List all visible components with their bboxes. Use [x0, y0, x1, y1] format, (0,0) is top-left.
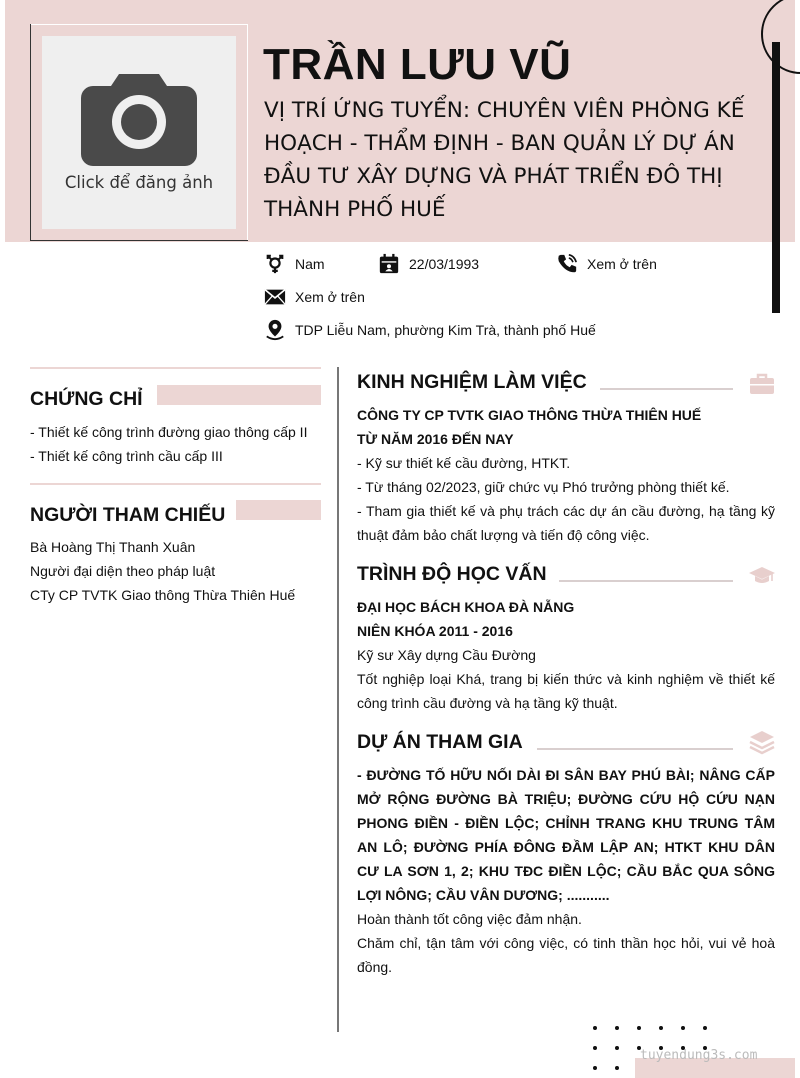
references-title: NGƯỜI THAM CHIẾU [30, 504, 226, 526]
education-line: Tốt nghiệp loại Khá, trang bị kiến thức và kinh nghiệm về thiết kế công trình cầu đường và hạ tầng kỹ thuật. [357, 671, 775, 711]
certificates-rule [30, 367, 321, 369]
experience-title-line [600, 388, 733, 390]
experience-period: TỪ NĂM 2016 ĐẾN NAY [357, 431, 514, 447]
position-line: HOẠCH - THẨM ĐỊNH - BAN QUẢN LÝ DỰ ÁN [264, 131, 735, 156]
position-line: THÀNH PHỐ HUẾ [264, 197, 446, 222]
phone-info [556, 253, 657, 275]
certificates-title: CHỨNG CHỈ [30, 388, 143, 410]
education-title: TRÌNH ĐỘ HỌC VẤN [357, 563, 547, 585]
photo-upload[interactable] [42, 36, 236, 229]
envelope-icon [264, 286, 286, 308]
camera-icon [81, 66, 197, 166]
experience-body [357, 403, 775, 547]
list-item: CTy CP TVTK Giao thông Thừa Thiên Huế [30, 587, 296, 603]
references-title-bar [236, 500, 321, 520]
experience-title: KINH NGHIỆM LÀM VIỆC [357, 371, 587, 393]
certificates-list [30, 420, 307, 468]
projects-title-line [537, 748, 733, 750]
applied-position [264, 94, 754, 226]
projects-line: Chăm chỉ, tận tâm với công việc, có tinh thần học hỏi, vui vẻ hoà đồng. [357, 935, 775, 975]
gender-icon [264, 253, 286, 275]
phone-icon [556, 253, 578, 275]
photo-upload-label: Click để đăng ảnh [64, 173, 214, 192]
gender-info [264, 253, 325, 275]
certificates-title-bar [157, 385, 321, 405]
references-list [30, 535, 295, 607]
email-info [264, 286, 365, 308]
column-divider [337, 367, 339, 1032]
experience-line: - Từ tháng 02/2023, giữ chức vụ Phó trưởng phòng thiết kế. [357, 479, 730, 495]
gender-value: Nam [295, 256, 325, 272]
education-line: Kỹ sư Xây dựng Cầu Đường [357, 647, 536, 663]
list-item: Bà Hoàng Thị Thanh Xuân [30, 539, 196, 555]
references-rule [30, 483, 321, 485]
address-info [264, 319, 596, 341]
education-period: NIÊN KHÓA 2011 - 2016 [357, 623, 513, 639]
email-value: Xem ở trên [295, 289, 365, 305]
calendar-icon [378, 253, 400, 275]
projects-body [357, 763, 775, 979]
education-title-line [559, 580, 733, 582]
projects-highlight: - ĐƯỜNG TỐ HỮU NỐI DÀI ĐI SÂN BAY PHÚ BÀI; NÂNG CẤP MỞ RỘNG ĐƯỜNG BÀ TRIỆU; ĐƯỜNG CỨU HỘ CỨU NẠN PHONG ĐIỀN - ĐIỀN LỘC; CHỈNH TRANG KHU TRUNG TÂM AN LÔ; ĐƯỜNG PHÍA ĐÔNG ĐẦM LẬP AN; HTKT KHU DÂN CƯ LA SƠN 1, 2; KHU TĐC ĐIỀN LỘC; CẦU BẮC QUA SÔNG LỢI NÔNG; CẦU VÂN DƯƠNG; ........... [357, 767, 775, 903]
projects-line: Hoàn thành tốt công việc đảm nhận. [357, 911, 582, 927]
watermark: tuyendung3s.com [640, 1048, 758, 1063]
decorative-bar [772, 42, 780, 313]
candidate-name: TRẦN LƯU VŨ [263, 40, 572, 89]
briefcase-icon [748, 370, 776, 398]
position-line: ĐẦU TƯ XÂY DỰNG VÀ PHÁT TRIỂN ĐÔ THỊ [264, 164, 723, 189]
location-pin-icon [264, 319, 286, 341]
projects-title: DỰ ÁN THAM GIA [357, 731, 523, 753]
layers-icon [748, 728, 776, 756]
experience-line: - Tham gia thiết kế và phụ trách các dự án cầu đường, hạ tầng kỹ thuật đảm bảo chất lượng và tiến độ công việc. [357, 503, 775, 543]
phone-value: Xem ở trên [587, 256, 657, 272]
birthdate-value: 22/03/1993 [409, 256, 480, 272]
birthdate-info [378, 253, 479, 275]
graduation-cap-icon [748, 562, 776, 590]
experience-line: - Kỹ sư thiết kế cầu đường, HTKT. [357, 455, 571, 471]
education-body [357, 595, 775, 715]
list-item: Người đại diện theo pháp luật [30, 563, 216, 579]
education-school: ĐẠI HỌC BÁCH KHOA ĐÀ NẴNG [357, 599, 575, 615]
position-line: VỊ TRÍ ỨNG TUYỂN: CHUYÊN VIÊN PHÒNG KẾ [264, 98, 745, 123]
list-item: - Thiết kế công trình cầu cấp III [30, 448, 223, 464]
experience-company: CÔNG TY CP TVTK GIAO THÔNG THỪA THIÊN HUẾ [357, 407, 702, 423]
list-item: - Thiết kế công trình đường giao thông cấp II [30, 424, 308, 440]
address-value: TDP Liễu Nam, phường Kim Trà, thành phố Huế [295, 322, 596, 338]
